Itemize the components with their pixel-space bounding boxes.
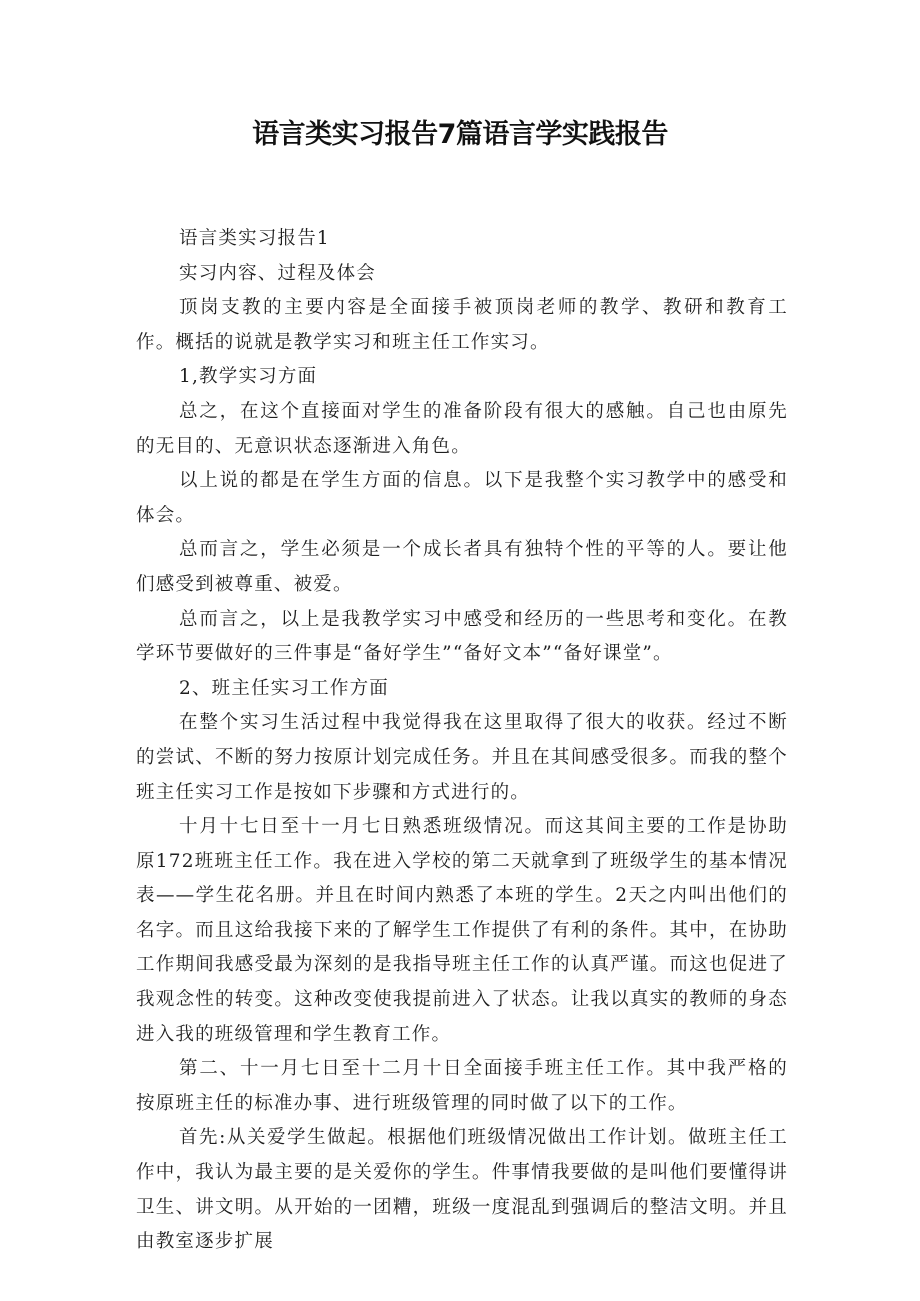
- subheading-content: 实习内容、过程及体会: [179, 262, 377, 284]
- document-body: [136, 222, 788, 1260]
- subheading-class-teacher: 2、班主任实习工作方面: [179, 677, 389, 699]
- paragraph: 在整个实习生活过程中我觉得我在这里取得了很大的收获。经过不断的尝试、不断的努力按原计划完成任务。并且在其间感受很多。而我的整个班主任实习工作是按如下步骤和方式进行的。: [136, 712, 788, 803]
- section-heading-report-1: 语言类实习报告1: [179, 228, 330, 249]
- subheading-teaching: 1,教学实习方面: [179, 366, 318, 388]
- paragraph: 总而言之，学生必须是一个成长者具有独特个性的平等的人。要让他们感受到被尊重、被爱。: [136, 539, 788, 595]
- paragraph: 总而言之，以上是我教学实习中感受和经历的一些思考和变化。在教学环节要做好的三件事是“备好学生”“备好文本”“备好课堂”。: [136, 608, 788, 665]
- paragraph: 总之，在这个直接面对学生的准备阶段有很大的感触。自己也由原先的无目的、无意识状态逐渐进入角色。: [136, 400, 788, 457]
- document-title: 语言类实习报告7篇语言学实践报告: [252, 119, 668, 150]
- paragraph: 第二、十一月七日至十二月十日全面接手班主任工作。其中我严格的按原班主任的标准办事、进行班级管理的同时做了以下的工作。: [136, 1058, 788, 1114]
- paragraph: 十月十七日至十一月七日熟悉班级情况。而这其间主要的工作是协助原172班班主任工作。我在进入学校的第二天就拿到了班级学生的基本情况表——学生花名册。并且在时间内熟悉了本班的学生。2天之内叫出他们的名字。而且这给我接下来的了解学生工作提供了有利的条件。其中，在协助工作期间我感受最为深刻的是我指导班主任工作的认真严谨。而这也促进了我观念性的转变。这种改变使我提前进入了状态。让我以真实的教师的身态进入我的班级管理和学生教育工作。: [136, 816, 788, 1045]
- paragraph: 首先:从关爱学生做起。根据他们班级情况做出工作计划。做班主任工作中，我认为最主要的是关爱你的学生。件事情我要做的是叫他们要懂得讲卫生、讲文明。从开始的一团糟，班级一度混乱到强调后的整洁文明。并且由教室逐步扩展: [136, 1127, 788, 1253]
- paragraph: 以上说的都是在学生方面的信息。以下是我整个实习教学中的感受和体会。: [136, 470, 788, 526]
- paragraph: 顶岗支教的主要内容是全面接手被顶岗老师的教学、教研和教育工作。概括的说就是教学实习和班主任工作实习。: [136, 297, 788, 353]
